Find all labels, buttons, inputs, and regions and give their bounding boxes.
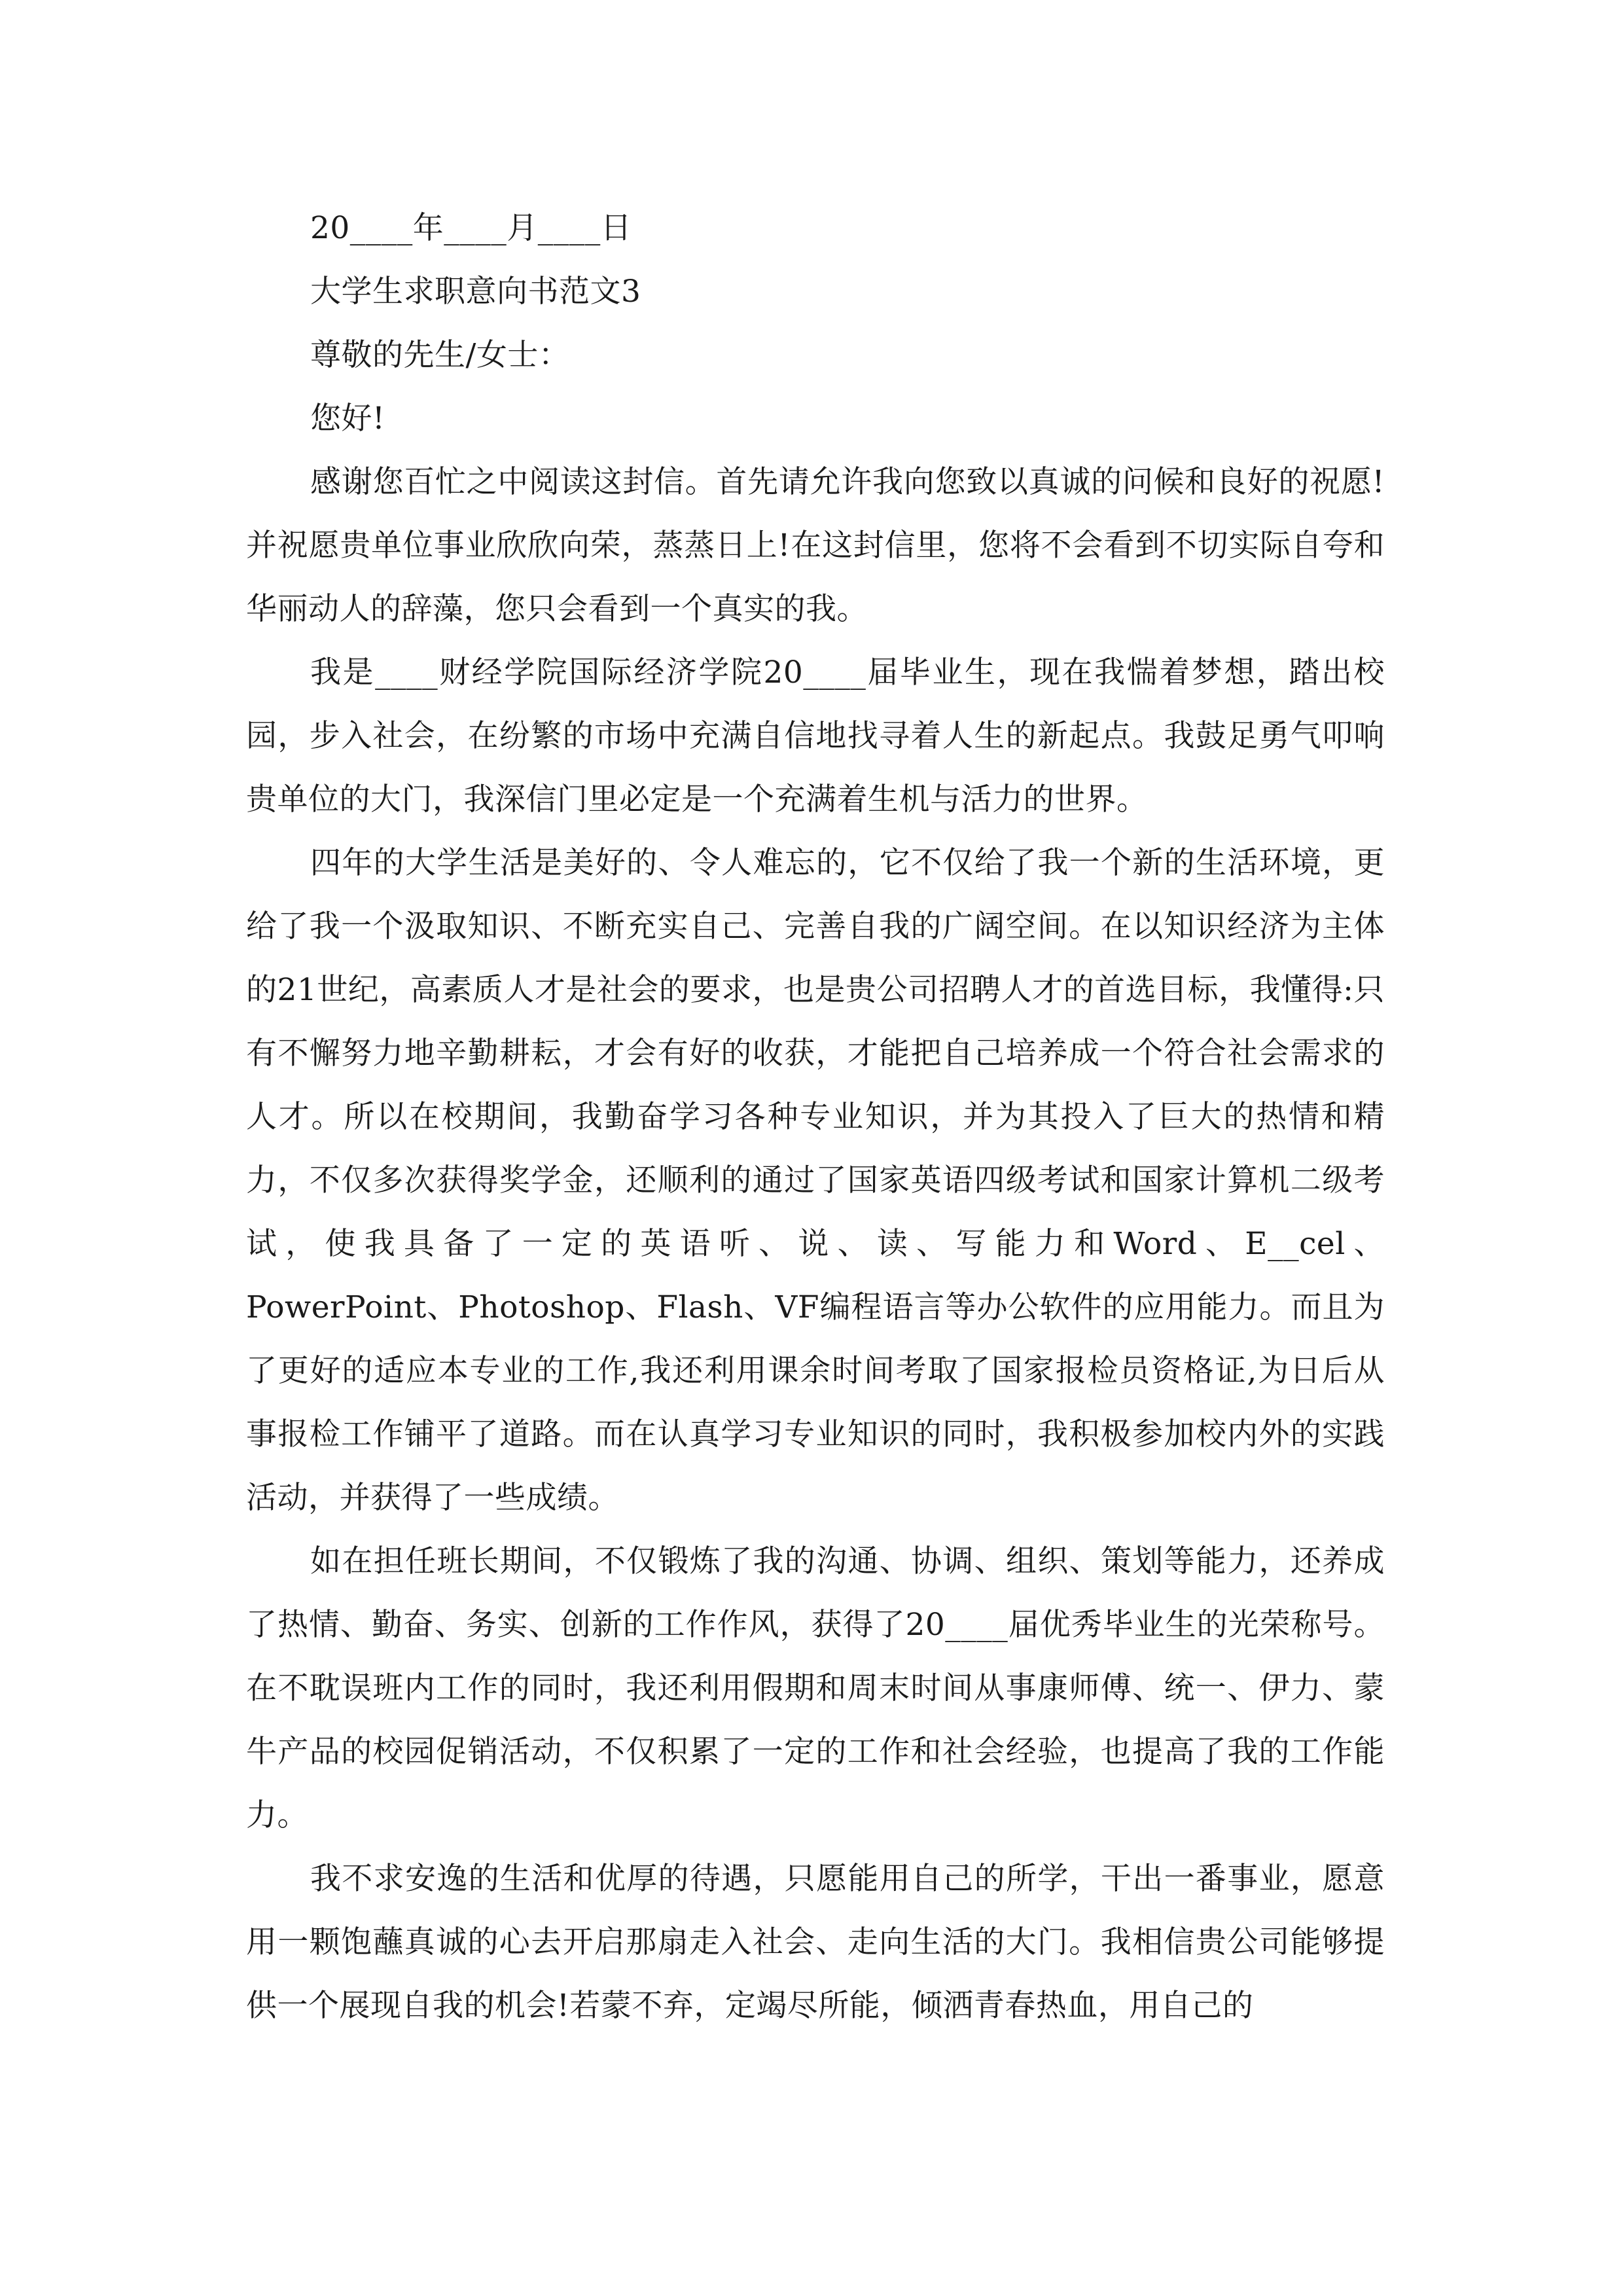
letter-body: [246, 196, 1385, 2037]
paragraph-class-monitor: 如在担任班长期间，不仅锻炼了我的沟通、协调、组织、策划等能力，还养成了热情、勤奋、务实、创新的工作作风，获得了20____届优秀毕业生的光荣称号。在不耽误班内工作的同时，我还利用假期和周末时间从事康师傅、统一、伊力、蒙牛产品的校园促销活动，不仅积累了一定的工作和社会经验，也提高了我的工作能力。: [246, 1543, 1385, 1833]
paragraph-university-life: 四年的大学生活是美好的、令人难忘的，它不仅给了我一个新的生活环境，更给了我一个汲取知识、不断充实自己、完善自我的广阔空间。在以知识经济为主体的21世纪，高素质人才是社会的要求，也是贵公司招聘人才的首选目标，我懂得:只有不懈努力地辛勤耕耘，才会有好的收获，才能把自己培养成一个符合社会需求的人才。所以在校期间，我勤奋学习各种专业知识，并为其投入了巨大的热情和精力，不仅多次获得奖学金，还顺利的通过了国家英语四级考试和国家计算机二级考试，使我具备了一定的英语听、说、读、写能力和Word、E__cel、PowerPoint、Photoshop、Flash、VF编程语言等办公软件的应用能力。而且为了更好的适应本专业的工作,我还利用课余时间考取了国家报检员资格证,为日后从事报检工作铺平了道路。而在认真学习专业知识的同时，我积极参加校内外的实践活动，并获得了一些成绩。: [246, 845, 1385, 1516]
date-line: 20____年____月____日: [310, 210, 632, 246]
greeting: 您好!: [310, 401, 385, 437]
paragraph-thanks: 感谢您百忙之中阅读这封信。首先请允许我向您致以真诚的问候和良好的祝愿!并祝愿贵单位事业欣欣向荣，蒸蒸日上!在这封信里，您将不会看到不切实际自夸和华丽动人的辞藻，您只会看到一个真实的我。: [246, 464, 1385, 627]
document-heading: 大学生求职意向书范文3: [310, 274, 641, 310]
paragraph-introduction: 我是____财经学院国际经济学院20____届毕业生，现在我惴着梦想，踏出校园，步入社会，在纷繁的市场中充满自信地找寻着人生的新起点。我鼓足勇气叩响贵单位的大门，我深信门里必定是一个充满着生机与活力的世界。: [246, 655, 1385, 817]
paragraph-aspiration: 我不求安逸的生活和优厚的待遇，只愿能用自己的所学，干出一番事业，愿意用一颗饱蘸真诚的心去开启那扇走入社会、走向生活的大门。我相信贵公司能够提供一个展现自我的机会!若蒙不弃，定竭尽所能，倾洒青春热血，用自己的: [246, 1861, 1385, 2024]
salutation: 尊敬的先生/女士：: [310, 337, 570, 373]
